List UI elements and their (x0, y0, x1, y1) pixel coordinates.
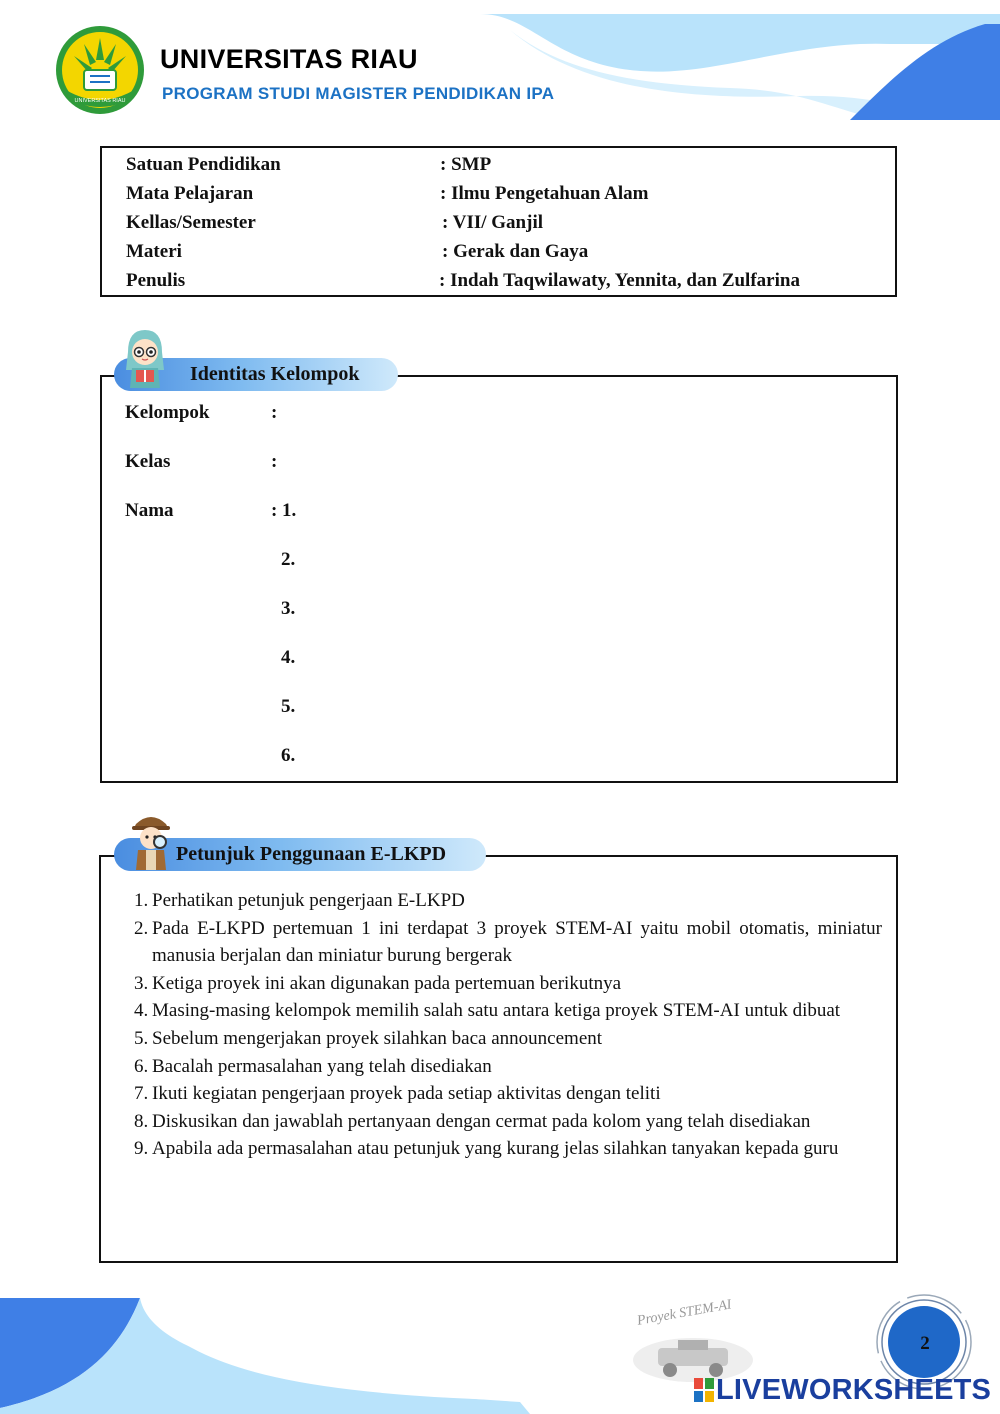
kelas-label: Kelas (125, 451, 171, 472)
instruction-number: 7. (134, 1083, 149, 1105)
member-number-5: 5. (281, 696, 296, 717)
nama-label: Nama (125, 500, 174, 521)
footer-wave-decoration (0, 1290, 530, 1414)
info-box (100, 146, 897, 297)
page-number: 2 (920, 1333, 930, 1354)
instruction-text: Apabila ada permasalahan atau petunjuk yang kurang jelas silahkan tanyakan kepada guru (152, 1138, 839, 1160)
member-number-2: 2. (281, 549, 296, 570)
info-value-satuan: : SMP (440, 154, 492, 175)
member-number-6: 6. (281, 745, 296, 766)
group-identity-title: Identitas Kelompok (114, 358, 398, 391)
info-label-penulis: Penulis (126, 270, 186, 291)
info-value-materi: : Gerak dan Gaya (442, 241, 589, 262)
instruction-text: Pada E-LKPD pertemuan 1 ini terdapat 3 proyek STEM-AI yaitu mobil otomatis, miniatur manusia berjalan dan miniatur burung bergerak (152, 917, 882, 967)
member-number-3: 3. (281, 598, 296, 619)
kelompok-label: Kelompok (125, 402, 210, 423)
instructions-title: Petunjuk Penggunaan E-LKPD (114, 838, 486, 871)
instruction-item (134, 997, 882, 1025)
university-emblem-icon (54, 24, 146, 116)
info-value-penulis: : Indah Taqwilawaty, Yennita, dan Zulfarina (439, 270, 800, 291)
detective-boy-icon (128, 808, 174, 874)
instruction-number: 3. (134, 972, 149, 994)
instruction-text: Sebelum mengerjakan proyek silahkan baca announcement (152, 1027, 603, 1049)
instruction-item (134, 1080, 882, 1108)
instruction-item (134, 1053, 882, 1081)
instruction-item (134, 970, 882, 998)
liveworksheets-logo-icon (694, 1378, 714, 1402)
group-identity-box (100, 375, 898, 783)
instruction-text: Ikuti kegiatan pengerjaan proyek pada setiap aktivitas dengan teliti (152, 1083, 661, 1105)
info-label-satuan: Satuan Pendidikan (126, 154, 281, 175)
instruction-text: Perhatikan petunjuk pengerjaan E-LKPD (152, 890, 465, 911)
instruction-item (134, 1108, 882, 1136)
instruction-text: Bacalah permasalahan yang telah disediakan (152, 1055, 492, 1077)
logo-text: UNIVERSITAS RIAU (74, 98, 126, 104)
instruction-number: 2. (134, 917, 149, 939)
instruction-item (134, 915, 882, 970)
student-girl-icon (120, 326, 170, 392)
instruction-number: 5. (134, 1027, 149, 1049)
kelompok-colon: : (271, 402, 278, 423)
university-name: UNIVERSITAS RIAU (160, 44, 418, 74)
instruction-number: 1. (134, 890, 149, 911)
info-label-materi: Materi (126, 241, 182, 262)
instruction-item (134, 1135, 882, 1163)
info-value-kelas-semester: : VII/ Ganjil (442, 212, 544, 233)
instructions-list (134, 887, 882, 1163)
program-name: PROGRAM STUDI MAGISTER PENDIDIKAN IPA (162, 84, 555, 103)
info-label-kelas-semester: Kellas/Semester (126, 212, 256, 233)
stem-ai-label: Proyek STEM-AI (636, 1297, 733, 1329)
kelas-colon: : (271, 451, 278, 472)
instruction-number: 8. (134, 1110, 149, 1132)
instruction-item (134, 887, 882, 915)
nama-colon: : (271, 500, 278, 521)
liveworksheets-brand: LIVEWORKSHEETS (716, 1374, 992, 1406)
info-label-mapel: Mata Pelajaran (126, 183, 254, 204)
instruction-text: Diskusikan dan jawablah pertanyaan dengan cermat pada kolom yang telah disediakan (152, 1110, 811, 1132)
instruction-text: Ketiga proyek ini akan digunakan pada pertemuan berikutnya (152, 972, 622, 994)
member-number-4: 4. (281, 647, 296, 668)
instruction-item (134, 1025, 882, 1053)
instruction-number: 9. (134, 1138, 149, 1160)
member-number-1: 1. (282, 500, 297, 521)
instruction-text: Masing-masing kelompok memilih salah satu antara ketiga proyek STEM-AI untuk dibuat (152, 1000, 841, 1022)
instruction-number: 4. (134, 1000, 149, 1022)
instruction-number: 6. (134, 1055, 149, 1077)
info-value-mapel: : Ilmu Pengetahuan Alam (440, 183, 649, 204)
